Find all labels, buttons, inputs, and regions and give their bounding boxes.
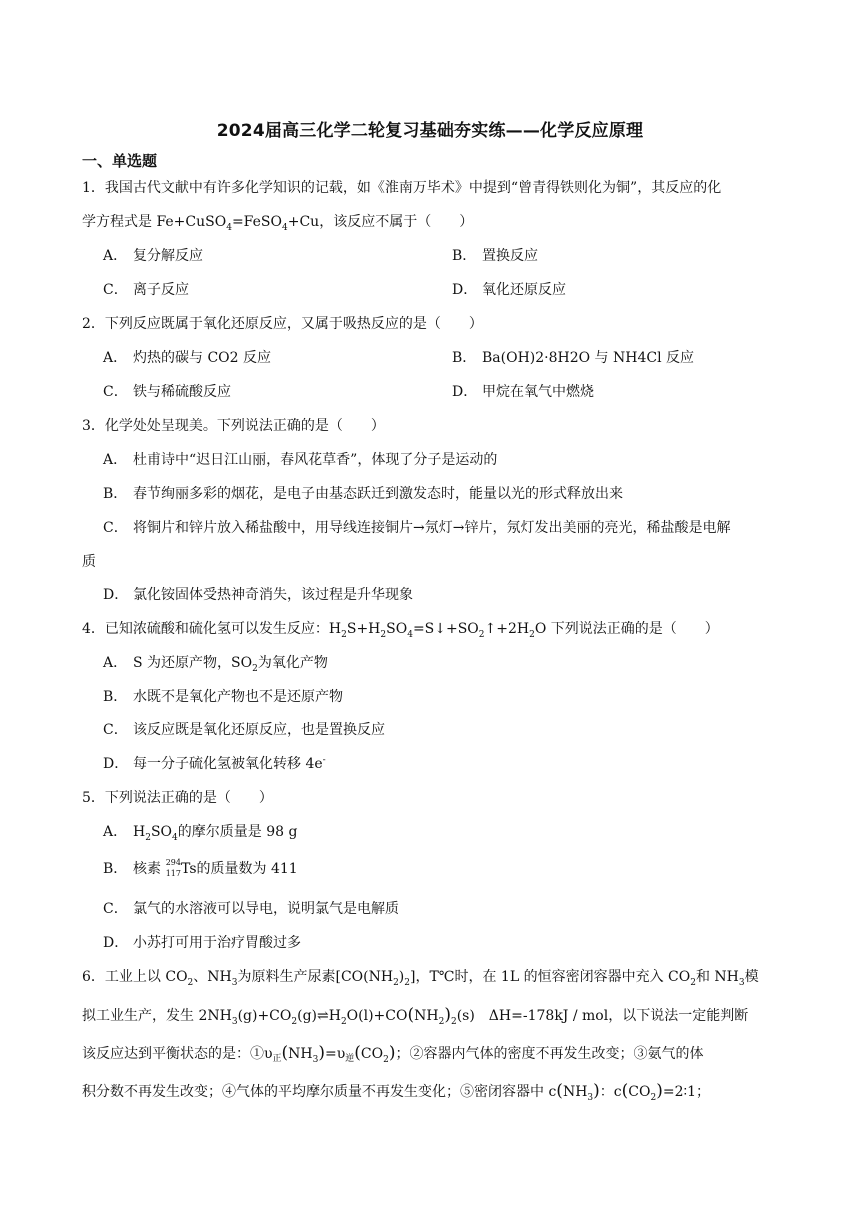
q1-stem-line2: 学方程式是 Fe+CuSO$_4$=FeSO$_4$+Cu，该反应不属于（ ） <box>82 214 474 233</box>
q1-option-b: B． 置换反应 <box>452 248 538 264</box>
q3-option-c: C． 将铜片和锌片放入稀盐酸中，用导线连接铜片→氖灯→锌片，氖灯发出美丽的亮光，稀盐酸是电解 <box>103 520 731 536</box>
q2-option-c: C． 铁与稀硫酸反应 <box>103 384 231 400</box>
section-heading: 一、单选题 <box>82 152 158 170</box>
q2-option-b: B． Ba(OH)2·8H2O 与 NH4Cl 反应 <box>452 350 695 366</box>
q5-option-c: C． 氯气的水溶液可以导电，说明氯气是电解质 <box>103 901 399 917</box>
q2-stem: 2．下列反应既属于氧化还原反应，又属于吸热反应的是（ ） <box>82 316 483 332</box>
q6-stem-line3: 该反应达到平衡状态的是：$①\upsilon_正(NH_3)=\upsilon_逆(CO_2)$；②容器内气体的密度不再发生改变；③氨气的体 <box>82 1043 704 1065</box>
q5-option-b: B． 核素 294 117 Ts的质量数为 411 <box>103 858 298 878</box>
q1-option-c: C． 离子反应 <box>103 282 189 298</box>
q4-option-d: D． 每一分子硫化氢被氧化转移 4e- <box>103 755 326 772</box>
q3-option-d: D． 氯化铵固体受热神奇消失，该过程是升华现象 <box>103 587 413 603</box>
nuclide-notation: 294 117 <box>165 858 181 878</box>
q1-option-a: A． 复分解反应 <box>103 248 203 264</box>
q1-option-d: D． 氧化还原反应 <box>452 282 566 298</box>
q3-option-b: B． 春节绚丽多彩的烟花，是电子由基态跃迁到激发态时，能量以光的形式释放出来 <box>103 486 623 502</box>
q4-option-b: B． 水既不是氧化产物也不是还原产物 <box>103 689 343 705</box>
q3-option-c-continuation: 质 <box>82 554 96 570</box>
q4-option-a: A． S 为还原产物，$SO_2$为氧化产物 <box>103 655 328 674</box>
q1-stem-line1: 1．我国古代文献中有许多化学知识的记载，如《淮南万毕术》中提到“曾青得铁则化为铜”，其反应的化 <box>82 180 722 196</box>
q6-stem-line4: 积分数不再发生改变；④气体的平均摩尔质量不再发生变化；⑤密闭容器中 $c(NH_3)$：$c(CO_2)=2∶1$； <box>82 1081 711 1103</box>
q3-stem: 3．化学处处呈现美。下列说法正确的是（ ） <box>82 418 385 434</box>
q5-stem: 5．下列说法正确的是（ ） <box>82 790 273 806</box>
q5-option-d: D． 小苏打可用于治疗胃酸过多 <box>103 935 301 951</box>
q3-option-a: A． 杜甫诗中“迟日江山丽，春风花草香”，体现了分子是运动的 <box>103 452 498 468</box>
q5-option-a: A． $H_2SO_4$的摩尔质量是 98 g <box>103 824 298 843</box>
q2-option-d: D． 甲烷在氧气中燃烧 <box>452 384 594 400</box>
q4-option-c: C． 该反应既是氧化还原反应，也是置换反应 <box>103 722 385 738</box>
document-title: 2024届高三化学二轮复习基础夯实练——化学反应原理 <box>216 121 644 141</box>
q4-stem: 4．已知浓硫酸和硫化氢可以发生反应：$H_2S+H_2SO_4=S↓+SO_2↑+2H_2O$ 下列说法正确的是（ ） <box>82 621 719 640</box>
q6-stem-line1: 6．工业上以 $CO_2$、$NH_3$为原料生产尿素$[CO(NH_2)_2]$，T℃时，在 1L 的恒容密闭容器中充入 $CO_2$和 $NH_3$模 <box>82 969 759 988</box>
q6-stem-line2: 拟工业生产，发生 $2NH_3(g)+CO_2(g)\rightleftharpoons H_2O(l)+CO(NH_2)_2(s)$ ΔH=-178kJ / mol，以下说法一定能判断 <box>82 1005 749 1027</box>
q2-option-a: A． 灼热的碳与 CO2 反应 <box>103 350 271 366</box>
